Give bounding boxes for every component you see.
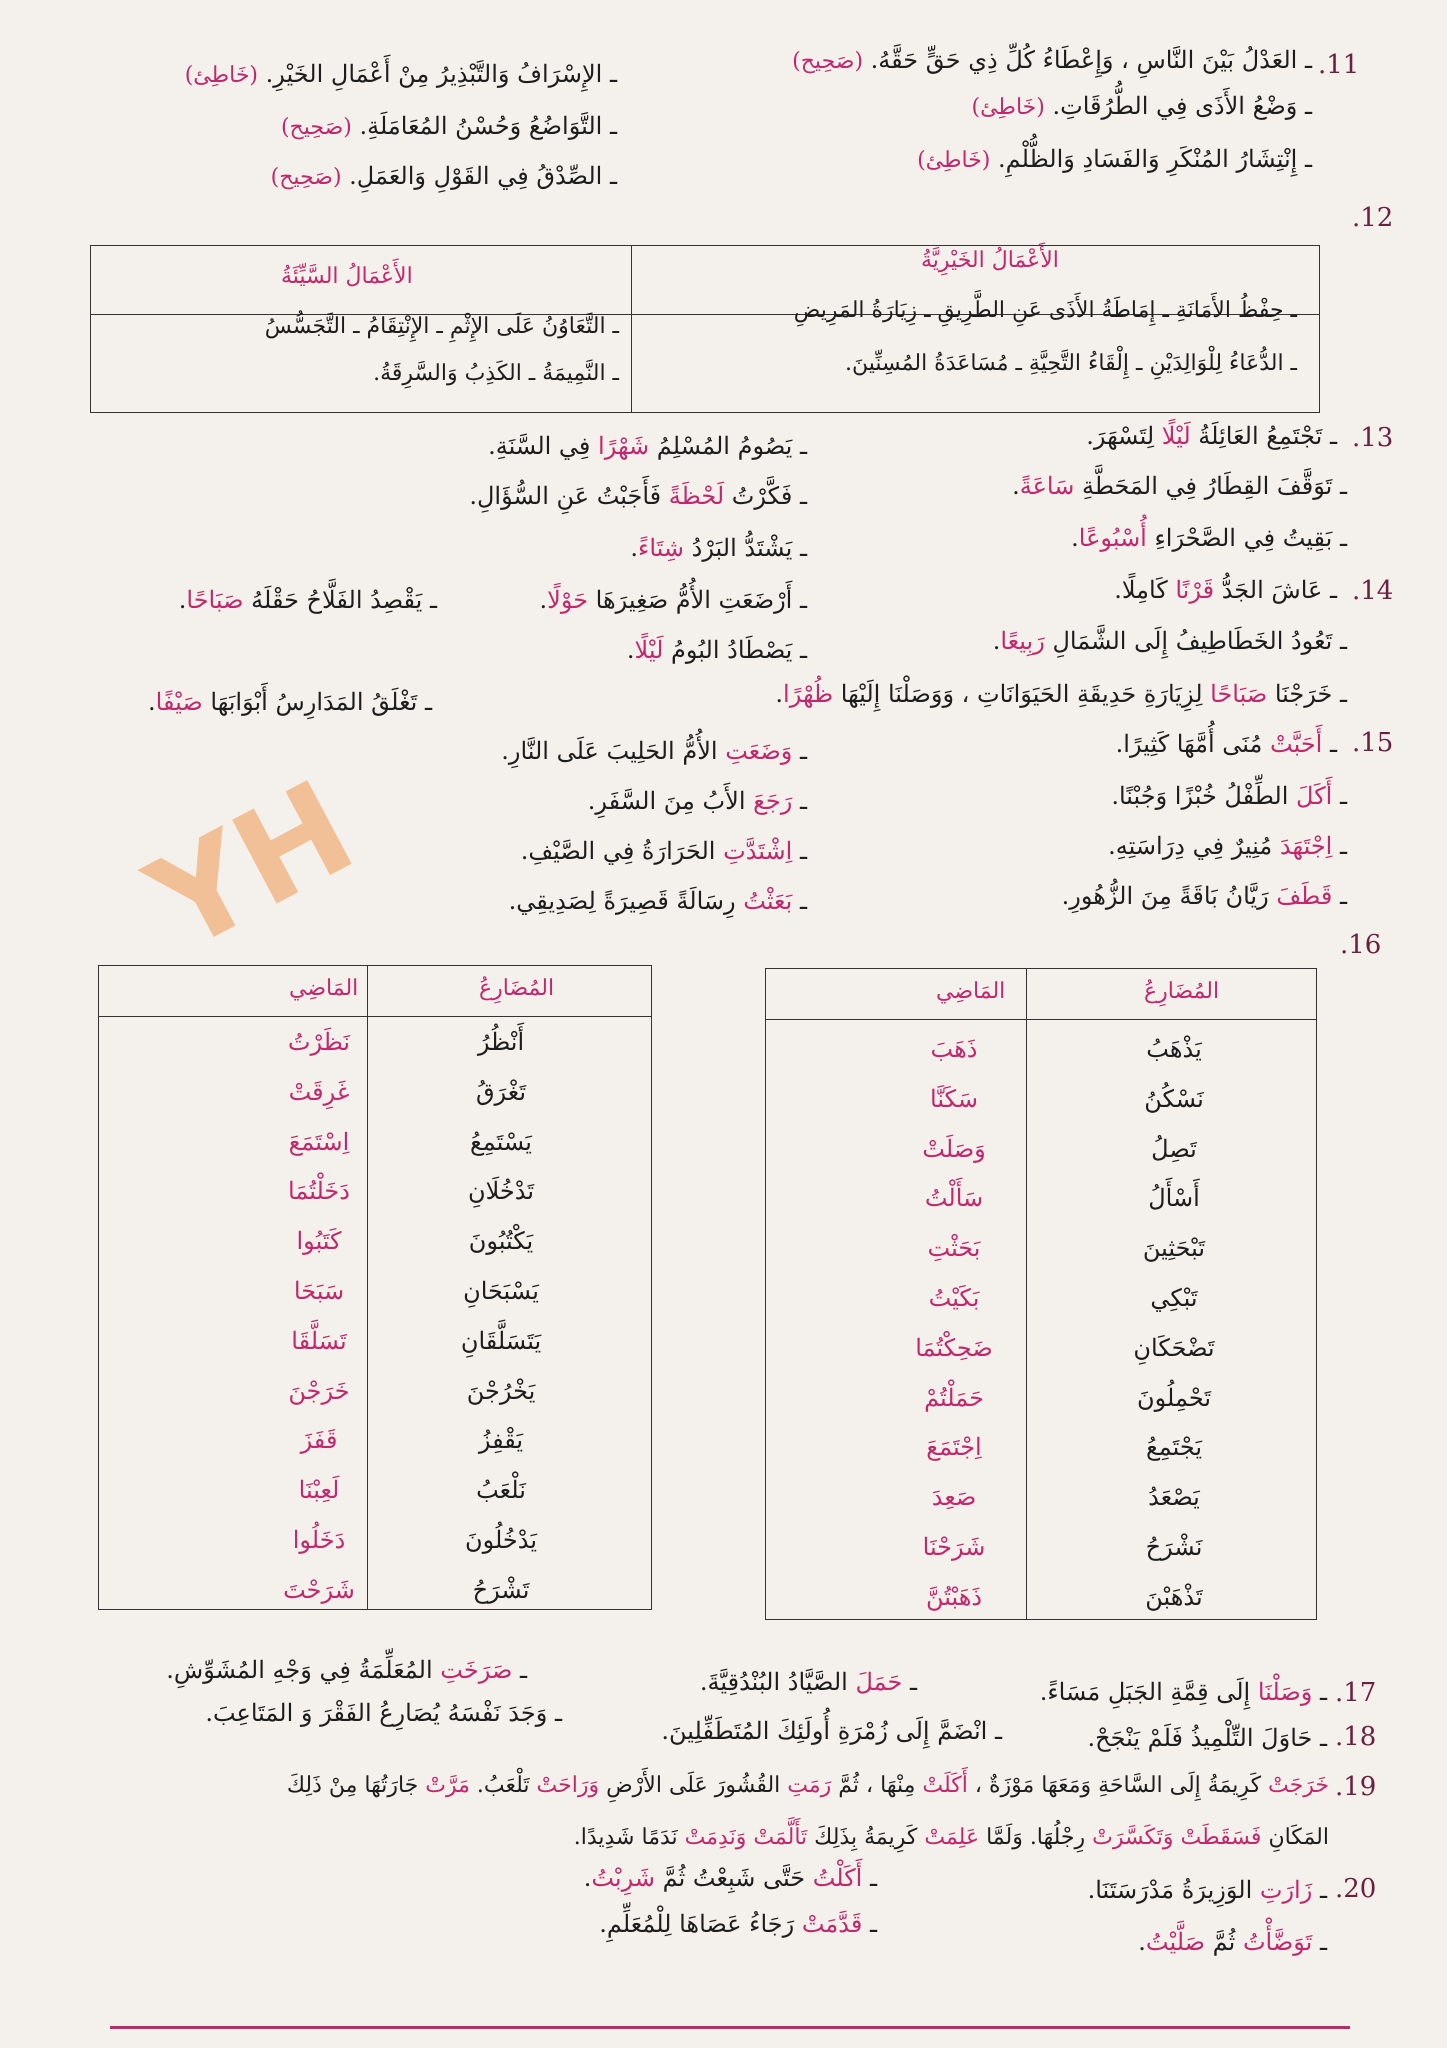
q18-part-3: ـ وَجَدَ نَفْسَهُ يُصَارِعُ الفَقْرَ وَ المَتَاعِبَ.	[205, 1699, 562, 1727]
past-verb: اِجْتَمَعَ	[926, 1433, 982, 1462]
q15-right-line-1: ـ أَحَبَّتْ مُنَى أُمَّهَا كَثِيرًا.	[1115, 730, 1337, 758]
q19-line-2: المَكَانِ فَسَقَطَتْ وَتَكَسَّرَتْ رِجْلُهَا. وَلَمَّا عَلِمَتْ كَرِيمَةُ بِذَلِكَ تَأَلَّمَتْ وَنَدِمَتْ نَدَمًا شَدِيدًا.	[573, 1825, 1329, 1850]
present-verb: نَلْعَبُ	[476, 1476, 526, 1505]
left-table-header-past: المَاضِي	[289, 976, 359, 1001]
present-verb: يَسْبَحَانِ	[463, 1276, 539, 1305]
present-verb: نَشْرَحُ	[1145, 1532, 1203, 1561]
watermark: YH	[126, 751, 377, 981]
present-verb: تَدْخُلَانِ	[467, 1177, 535, 1206]
q13-left-line-2: ـ فَكَّرْتُ لَحْظَةً فَأَجَبْتُ عَنِ السُّؤَالِ.	[469, 482, 807, 510]
present-verb: تَغْرَقُ	[475, 1077, 527, 1106]
q11-right-line-3: ـ إِنْتِشَارُ المُنْكَرِ وَالفَسَادِ وَالظُّلْمِ. (خَاطِئ)	[917, 145, 1312, 173]
past-verb: وَصَلَتْ	[922, 1134, 986, 1163]
past-verb: قَفَزَ	[300, 1426, 338, 1455]
right-table-header-past: المَاضِي	[936, 979, 1006, 1004]
past-verb: ذَهَبْتُنَّ	[925, 1582, 983, 1611]
q11-left-line-3: ـ الصِّدْقُ فِي القَوْلِ وَالعَمَلِ. (صَحِيح)	[270, 162, 617, 190]
present-verb: تَشْرَحُ	[472, 1575, 530, 1604]
question-number-11: .11	[1318, 50, 1360, 80]
question-number-15: .15	[1352, 728, 1394, 758]
past-verb: سَبَحَا	[293, 1276, 345, 1305]
present-verb: يَجْتَمِعُ	[1145, 1433, 1203, 1462]
past-verb: كَتَبُوا	[296, 1227, 342, 1256]
past-verb: شَرَحْنَا	[922, 1532, 986, 1561]
q11-right-line-2: ـ وَضْعُ الأَذَى فِي الطُّرُقَاتِ. (خَاطِئ)	[971, 92, 1312, 120]
q13-left-line-3: ـ يَشْتَدُّ البَرْدُ شِتَاءً.	[630, 534, 807, 562]
q15-left-line-3: ـ اِشْتَدَّتِ الحَرَارَةُ فِي الصَّيْفِ.	[520, 837, 807, 865]
q20-left-line-1: ـ أَكَلْتُ حَتَّى شَبِعْتُ ثُمَّ شَرِبْتُ.	[583, 1864, 877, 1892]
past-verb: ذَهَبَ	[930, 1035, 978, 1063]
left-table-past-column	[219, 1018, 419, 1616]
q14-line-3: ـ خَرَجْنَا صَبَاحًا لِزِيَارَةِ حَدِيقَةِ الحَيَوَانَاتِ ، وَوَصَلْنَا إِلَيْهَا ظُهْرًا.	[775, 680, 1347, 708]
q14-line-2: ـ تَعُودُ الخَطَاطِيفُ إِلَى الشَّمَالِ رَبِيعًا.	[992, 627, 1347, 655]
question-number-16: .16	[1340, 930, 1382, 960]
q15-left-line-4: ـ بَعَثْتُ رِسَالَةً قَصِيرَةً لِصَدِيقِي.	[508, 887, 807, 915]
present-verb: أَسْأَلُ	[1148, 1184, 1200, 1213]
q13-right-line-3: ـ بَقِيتُ فِي الصَّحْرَاءِ أُسْبُوعًا.	[1071, 524, 1347, 552]
q11-left-line-2: ـ التَّوَاضُعُ وَحُسْنُ المُعَامَلَةِ. (صَحِيح)	[280, 112, 617, 140]
past-verb: حَمَلْتُمْ	[924, 1383, 984, 1412]
past-verb: نَظَرْتُ	[287, 1028, 351, 1056]
present-verb: تَضْحَكَانِ	[1133, 1333, 1215, 1362]
present-verb: تَصِلُ	[1151, 1134, 1197, 1163]
verbs-table-left	[98, 965, 652, 1610]
past-verb: دَخَلْتُمَا	[288, 1177, 350, 1206]
q13-right-line-1: ـ تَجْتَمِعُ العَائِلَةُ لَيْلًا لِتَسْهَرَ.	[1086, 422, 1337, 450]
past-verb: دَخَلُوا	[292, 1525, 346, 1554]
past-verb: بَحَثْتِ	[927, 1234, 981, 1263]
past-verb: شَرَحْتَ	[283, 1575, 355, 1604]
present-verb: يَقْفِزُ	[478, 1426, 524, 1455]
q11-left-line-1: ـ الإِسْرَافُ وَالتَّبْذِيرُ مِنْ أَعْمَالِ الخَيْرِ. (خَاطِئ)	[184, 60, 617, 88]
q17-part-3: ـ صَرَخَتِ المُعَلِّمَةُ فِي وَجْهِ المُشَوِّشِ.	[166, 1656, 527, 1684]
right-table-header-present: المُضَارِعُ	[1144, 979, 1220, 1004]
past-verb: اِسْتَمَعَ	[288, 1127, 350, 1156]
q20-left-line-2: ـ قَدَّمَتْ رَجَاءُ عَصَاهَا لِلْمُعَلِّمِ.	[599, 1910, 877, 1938]
q13-right-line-2: ـ تَوَقَّفَ القِطَارُ فِي المَحَطَّةِ سَاعَةً.	[1012, 472, 1347, 500]
q15-right-line-4: ـ قَطَفَ رَيَّانُ بَاقَةً مِنَ الزُّهُورِ.	[1061, 882, 1347, 910]
q15-right-line-2: ـ أَكَلَ الطِّفْلُ خُبْزًا وَجُبْنًا.	[1111, 782, 1347, 810]
past-verb: بَكَيْتُ	[928, 1283, 980, 1312]
q14-far-line: ـ يَقْصِدُ الفَلَّاحُ حَقْلَهُ صَبَاحًا.	[178, 586, 437, 614]
q14-mid-line-3: ـ تَغْلَقُ المَدَارِسُ أَبْوَابَهَا صَيْفًا.	[148, 688, 432, 716]
present-verb: تَحْمِلُونَ	[1136, 1383, 1211, 1412]
bad-deeds-row-2: ـ النَّمِيمَةُ ـ الكَذِبُ وَالسَّرِقَةُ.	[373, 361, 619, 386]
right-table-present-column	[1074, 1025, 1274, 1623]
present-verb: يَتَسَلَّقَانِ	[460, 1326, 542, 1355]
present-verb: تَبْكِي	[1150, 1283, 1198, 1312]
good-bad-deeds-table	[90, 245, 1320, 413]
q14-mid-line-2: ـ يَصْطَادُ البُومُ لَيْلًا.	[626, 636, 807, 664]
header-bad-deeds: الأَعْمَالُ السَّيِّئَةُ	[281, 264, 413, 289]
present-verb: يَدْخُلُونَ	[464, 1525, 538, 1554]
q15-left-line-2: ـ رَجَعَ الأَبُ مِنَ السَّفَرِ.	[587, 787, 807, 815]
q20-right-line-2: ـ تَوَضَّأْتُ ثُمَّ صَلَّيْتُ.	[1138, 1928, 1327, 1956]
q18-part-2: ـ انْضَمَّ إِلَى زُمْرَةِ أُولَئِكَ المُتَطَفِّلِينَ.	[661, 1717, 1002, 1745]
present-verb: أَنْظُرُ	[477, 1028, 525, 1056]
footer-divider	[110, 2026, 1350, 2029]
past-verb: تَسَلَّقَا	[291, 1326, 347, 1355]
present-verb: تَذْهَبْنَ	[1145, 1582, 1203, 1611]
present-verb: يَصْعَدُ	[1148, 1483, 1200, 1512]
bad-deeds-row-1: ـ التَّعَاوُنُ عَلَى الإِثْمِ ـ الإِنْتِقَامُ ـ التَّجَسُّسُ	[264, 314, 619, 339]
present-verb: يَذْهَبُ	[1146, 1035, 1202, 1063]
question-number-12: .12	[1352, 203, 1394, 233]
question-number-14: .14	[1352, 576, 1394, 606]
present-verb: يَكْتُبُونَ	[468, 1227, 534, 1256]
past-verb: غَرِقَتْ	[288, 1077, 350, 1106]
q11-right-line-1: ـ العَدْلُ بَيْنَ النَّاسِ ، وَإِعْطَاءُ كُلِّ ذِي حَقٍّ حَقَّهُ. (صَحِيح)	[792, 46, 1312, 74]
q15-right-line-3: ـ اِجْتَهَدَ مُنِيرٌ فِي دِرَاسَتِهِ.	[1108, 832, 1347, 860]
question-number-19: .19	[1335, 1772, 1377, 1802]
q17-part-1: ـ وَصَلْنَا إِلَى قِمَّةِ الجَبَلِ مَسَاءً.	[1039, 1678, 1327, 1706]
past-verb: سَأَلْتُ	[924, 1184, 984, 1213]
left-table-present-column	[401, 1018, 601, 1616]
present-verb: يَسْتَمِعُ	[470, 1127, 532, 1156]
q14-mid-line-1: ـ أَرْضَعَتِ الأُمُّ صَغِيرَهَا حَوْلًا.	[539, 586, 807, 614]
question-number-18: .18	[1335, 1722, 1377, 1752]
q19-line-1: خَرَجَتْ كَرِيمَةُ إِلَى السَّاحَةِ وَمَعَهَا مَوْزَةٌ ، أَكَلَتْ مِنْهَا ، ثُمَّ رَمَتِ القُشُورَ عَلَى الأَرْضِ وَرَاحَتْ تَلْعَبُ. مَرَّتْ جَارَتُهَا مِنْ ذَلِكَ	[286, 1773, 1329, 1798]
q15-left-line-1: ـ وَضَعَتِ الأُمُّ الحَلِيبَ عَلَى النَّارِ.	[501, 737, 807, 765]
past-verb: لَعِبْنَا	[298, 1476, 340, 1505]
header-good-deeds: الأَعْمَالُ الخَيْرِيَّةُ	[921, 248, 1059, 273]
present-verb: يَخْرُجْنَ	[466, 1376, 536, 1405]
past-verb: سَكَنَّا	[930, 1084, 978, 1113]
left-table-header-present: المُضَارِعُ	[479, 976, 555, 1001]
present-verb: نَسْكُنُ	[1144, 1084, 1204, 1113]
q18-part-1: ـ حَاوَلَ التِّلْمِيذُ فَلَمْ يَنْجَحْ.	[1087, 1724, 1327, 1752]
good-deeds-row-1: ـ حِفْظُ الأَمَانَةِ ـ إِمَاطَةُ الأَذَى عَنِ الطَّرِيقِ ـ زِيَارَةُ المَرِيضِ	[793, 298, 1297, 323]
past-verb: ضَحِكْتُمَا	[915, 1333, 993, 1362]
question-number-13: .13	[1352, 423, 1394, 453]
right-table-past-column	[854, 1025, 1054, 1623]
question-number-20: .20	[1335, 1874, 1377, 1904]
past-verb: صَعِدَ	[931, 1483, 977, 1512]
q20-right-line-1: ـ زَارَتِ الوَزِيرَةُ مَدْرَسَتَنَا.	[1087, 1876, 1327, 1904]
question-number-17: .17	[1335, 1678, 1377, 1708]
good-deeds-row-2: ـ الدُّعَاءُ لِلْوَالِدَيْنِ ـ إِلْقَاءُ التَّحِيَّةِ ـ مُسَاعَدَةُ المُسِنِّينَ.	[845, 351, 1297, 376]
q14-line-1: ـ عَاشَ الجَدُّ قَرْنًا كَامِلًا.	[1114, 576, 1337, 604]
past-verb: خَرَجْنَ	[288, 1376, 350, 1405]
q13-left-line-1: ـ يَصُومُ المُسْلِمُ شَهْرًا فِي السَّنَةِ.	[488, 432, 807, 460]
verbs-table-right	[765, 968, 1317, 1620]
q17-part-2: ـ حَمَلَ الصَّيَّادُ البُنْدُقِيَّةَ.	[699, 1668, 917, 1696]
present-verb: تَبْحَثِينَ	[1142, 1234, 1206, 1263]
